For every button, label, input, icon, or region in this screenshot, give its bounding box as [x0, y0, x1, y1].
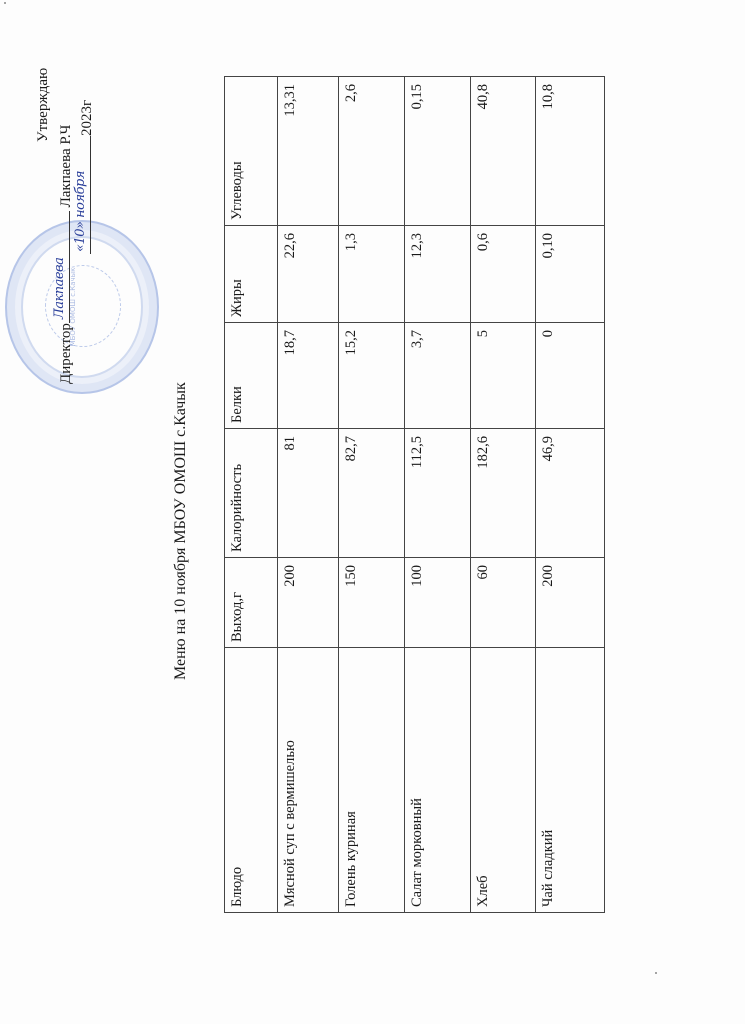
cell-carbs: 13,31 [278, 77, 339, 226]
cell-fats: 0,6 [471, 226, 536, 323]
approval-year: 2023г [79, 99, 95, 136]
cell-proteins: 0 [536, 323, 605, 429]
director-line [52, 124, 75, 384]
header-carbs: Углеводы [225, 77, 278, 226]
cell-carbs: 0,15 [405, 77, 471, 226]
cell-proteins: 5 [471, 323, 536, 429]
cell-dish: Мясной суп с вермишелью [278, 648, 339, 913]
cell-dish: Хлеб [471, 648, 536, 913]
approve-label: Утверждаю [35, 67, 51, 142]
cell-fats: 12,3 [405, 226, 471, 323]
table-row [471, 77, 536, 913]
date-month: ноября [73, 171, 88, 218]
cell-carbs: 40,8 [471, 77, 536, 226]
cell-proteins: 15,2 [339, 323, 405, 429]
cell-fats: 22,6 [278, 226, 339, 323]
cell-dish: Салат морковный [405, 648, 471, 913]
cell-yield: 200 [536, 558, 605, 648]
header-calories: Калорийность [225, 429, 278, 558]
header-proteins: Белки [225, 323, 278, 429]
cell-fats: 1,3 [339, 226, 405, 323]
cell-yield: 100 [405, 558, 471, 648]
cell-calories: 81 [278, 429, 339, 558]
cell-carbs: 2,6 [339, 77, 405, 226]
table-row [278, 77, 339, 913]
approval-date-line [73, 99, 96, 254]
table-header-row [225, 77, 278, 913]
header-dish: Блюдо [225, 648, 278, 913]
cell-fats: 0,10 [536, 226, 605, 323]
cell-yield: 200 [278, 558, 339, 648]
cell-calories: 112,5 [405, 429, 471, 558]
table-row [536, 77, 605, 913]
menu-title: Меню на 10 ноября МБОУ ОМОШ с.Качык [172, 382, 189, 680]
director-label: Директор [58, 323, 74, 384]
cell-carbs: 10,8 [536, 77, 605, 226]
menu-table [224, 76, 605, 913]
scan-speck [4, 2, 6, 4]
cell-calories: 182,6 [471, 429, 536, 558]
cell-proteins: 18,7 [278, 323, 339, 429]
date-line [73, 136, 91, 254]
header-yield: Выход,г [225, 558, 278, 648]
cell-yield: 150 [339, 558, 405, 648]
cell-yield: 60 [471, 558, 536, 648]
table-row [339, 77, 405, 913]
cell-dish: Голень куриная [339, 648, 405, 913]
cell-calories: 82,7 [339, 429, 405, 558]
cell-dish: Чай сладкий [536, 648, 605, 913]
signature: Лакпаева [52, 257, 67, 320]
cell-proteins: 3,7 [405, 323, 471, 429]
header-fats: Жиры [225, 226, 278, 323]
scan-speck [655, 972, 657, 974]
stamp-text: МБОУ ОМОШ с.Качык [69, 267, 77, 347]
director-name: Лакпаева Р.Ч [58, 124, 74, 208]
cell-calories: 46,9 [536, 429, 605, 558]
signature-line [52, 211, 70, 323]
table-row [405, 77, 471, 913]
date-day: «10» [73, 221, 88, 252]
